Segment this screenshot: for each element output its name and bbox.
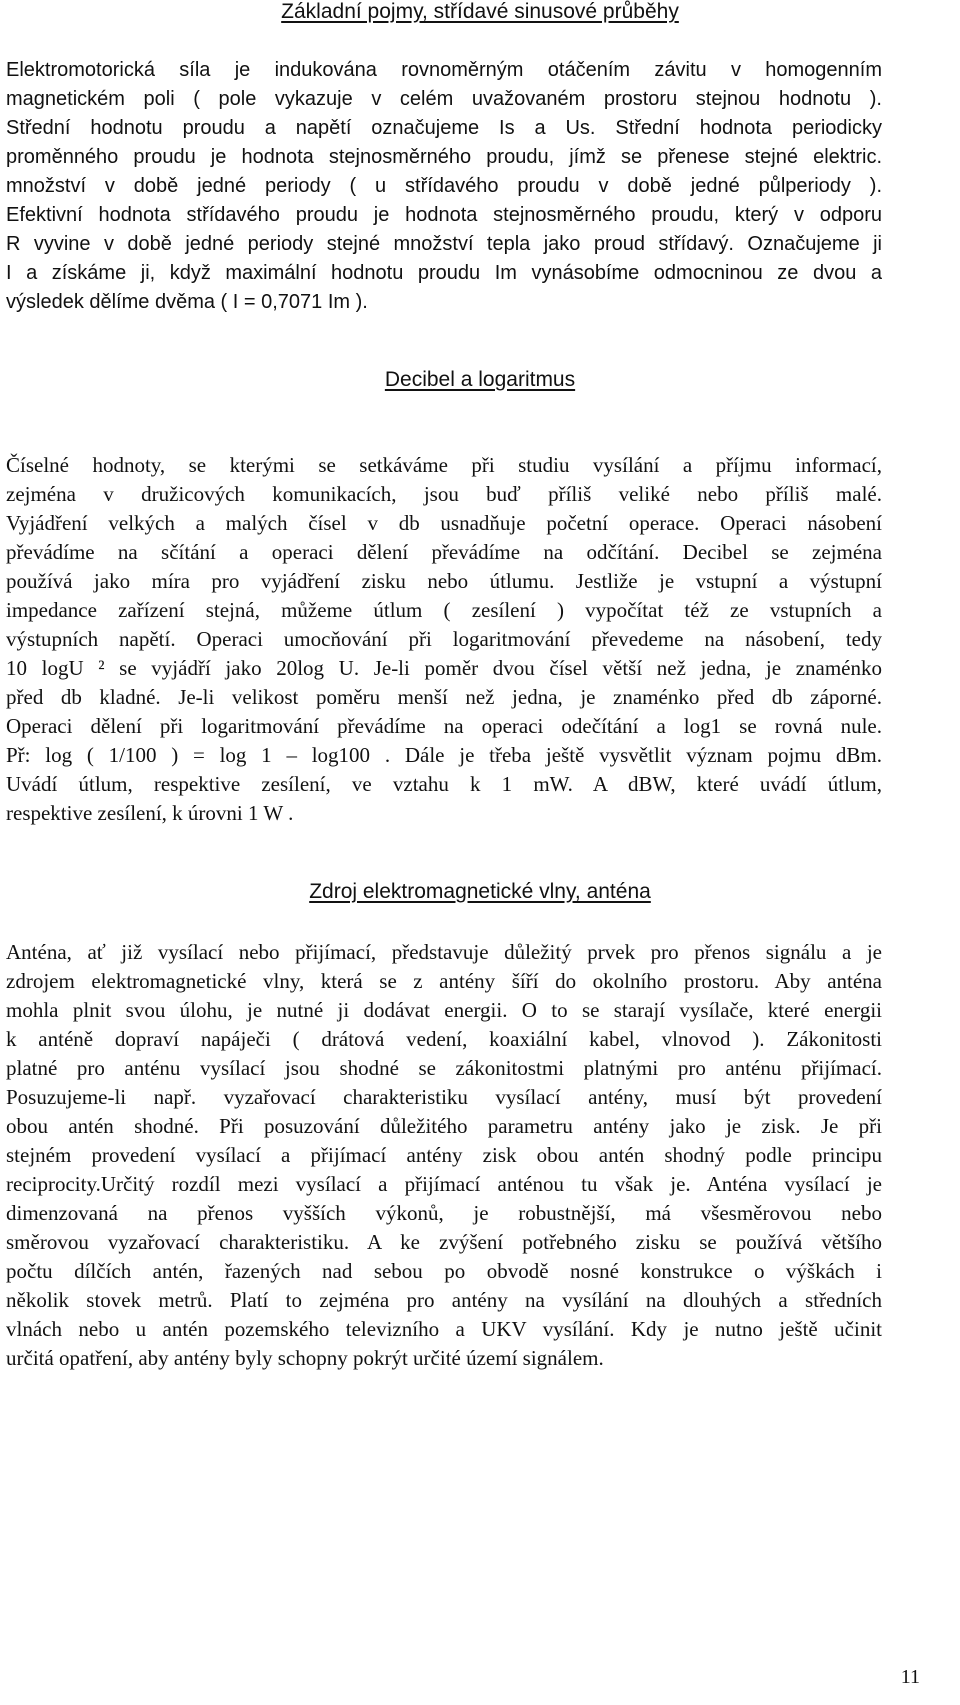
text-line: stejném provedení vysílací a přijímací antény zisk obou antén shodný podle principu: [6, 1143, 882, 1167]
text-line: proměnného proudu je hodnota stejnosměrného proudu, jímž se přenese stejné elektric.: [6, 146, 882, 168]
text-line: obou antén shodné. Při posuzování důležitého parametru antény jako je zisk. Je při: [6, 1114, 882, 1138]
section-heading-basics: Základní pojmy, střídavé sinusové průběhy: [281, 0, 679, 23]
text-line: magnetickém poli ( pole vykazuje v celém uvažovaném prostoru stejnou hodnotu ).: [6, 88, 882, 110]
text-line: používá jako míra pro vyjádření zisku nebo útlumu. Jestliže je vstupní a výstupní: [6, 569, 882, 593]
text-line: množství v době jedné periody ( u střídavého proudu v době jedné půlperiody ).: [6, 175, 882, 197]
text-line: Střední hodnotu proudu a napětí označujeme Is a Us. Střední hodnota periodicky: [6, 117, 882, 139]
text-line: převádíme na sčítání a operaci dělení převádíme na odčítání. Decibel se zejména: [6, 540, 882, 564]
text-line: dimenzovaná na přenos vyšších výkonů, je robustnější, má všesměrovou nebo: [6, 1201, 882, 1225]
text-line: před db kladné. Je-li velikost poměru menší než jedna, je znaménko před db záporné.: [6, 685, 882, 709]
text-line: I a získáme ji, když maximální hodnotu proudu Im vynásobíme odmocninou ze dvou a: [6, 262, 882, 284]
text-line: k anténě dopraví napáječi ( drátová vedení, koaxiální kabel, vlnovod ). Zákonitosti: [6, 1027, 882, 1051]
text-line: zdrojem elektromagnetické vlny, která se z antény šíří do okolního prostoru. Aby anténa: [6, 969, 882, 993]
section-heading-decibel: Decibel a logaritmus: [384, 368, 576, 391]
section-heading-antenna: Zdroj elektromagnetické vlny, anténa: [309, 880, 651, 903]
text-line: reciprocity.Určitý rozdíl mezi vysílací a přijímací anténou tu však je. Anténa vysílací je: [6, 1172, 882, 1196]
text-line: výsledek dělíme dvěma ( I = 0,7071 Im ).: [6, 291, 368, 313]
text-line: Vyjádření velkých a malých čísel v db usnadňuje početní operace. Operaci násobení: [6, 511, 882, 535]
page-number: 11: [900, 1666, 920, 1688]
text-line: Posuzujeme-li např. vyzařovací charakteristiku vysílací antény, musí být provedení: [6, 1085, 882, 1109]
text-line: respektive zesílení, k úrovni 1 W .: [6, 801, 294, 825]
text-line: několik stovek metrů. Platí to zejména pro antény na vysílání na dlouhých a středních: [6, 1288, 882, 1312]
text-line: mohla plnit svou úlohu, je nutné ji dodávat energii. O to se starají vysílače, které energii: [6, 998, 882, 1022]
text-line: Operaci dělení při logaritmování převádíme na operaci odečítání a log1 se rovná nule.: [6, 714, 882, 738]
text-line: Př: log ( 1/100 ) = log 1 – log100 . Dále je třeba ještě vysvětlit význam pojmu dBm.: [6, 743, 882, 767]
text-line: platné pro anténu vysílací jsou shodné se zákonitostmi platnými pro anténu přijímací.: [6, 1056, 882, 1080]
text-line: Anténa, ať již vysílací nebo přijímací, představuje důležitý prvek pro přenos signálu a je: [6, 940, 882, 964]
paragraph-antenna: [6, 938, 882, 1373]
text-line: Efektivní hodnota střídavého proudu je hodnota stejnosměrného proudu, který v odporu: [6, 204, 882, 226]
text-line: impedance zařízení stejná, můžeme útlum ( zesílení ) vypočítat též ze vstupních a: [6, 598, 882, 622]
text-line: počtu dílčích antén, řazených nad sebou po obvodě nosné konstrukce o výškách i: [6, 1259, 882, 1283]
text-line: Uvádí útlum, respektive zesílení, ve vztahu k 1 mW. A dBW, které uvádí útlum,: [6, 772, 882, 796]
text-line: výstupních napětí. Operaci umocňování při logaritmování převedeme na násobení, tedy: [6, 627, 882, 651]
text-line: zejména v družicových komunikacích, jsou buď příliš veliké nebo příliš malé.: [6, 482, 882, 506]
text-line: R vyvine v době jedné periody stejné množství tepla jako proud střídavý. Označujeme ji: [6, 233, 882, 255]
text-line: 10 logU ² se vyjádří jako 20log U. Je-li poměr dvou čísel větší než jedna, je znaménko: [6, 656, 882, 680]
text-line: určitá opatření, aby antény byly schopny pokrýt určité území signálem.: [6, 1346, 604, 1370]
text-line: vlnách nebo u antén pozemského televizního a UKV vysílání. Kdy je nutno ještě učinit: [6, 1317, 882, 1341]
paragraph-basics: [6, 56, 882, 317]
text-line: Číselné hodnoty, se kterými se setkáváme při studiu vysílání a příjmu informací,: [6, 453, 882, 477]
paragraph-decibel: [6, 451, 882, 828]
text-line: směrovou vyzařovací charakteristiku. A ke zvýšení potřebného zisku se používá většího: [6, 1230, 882, 1254]
text-line: Elektromotorická síla je indukována rovnoměrným otáčením závitu v homogenním: [6, 59, 882, 81]
